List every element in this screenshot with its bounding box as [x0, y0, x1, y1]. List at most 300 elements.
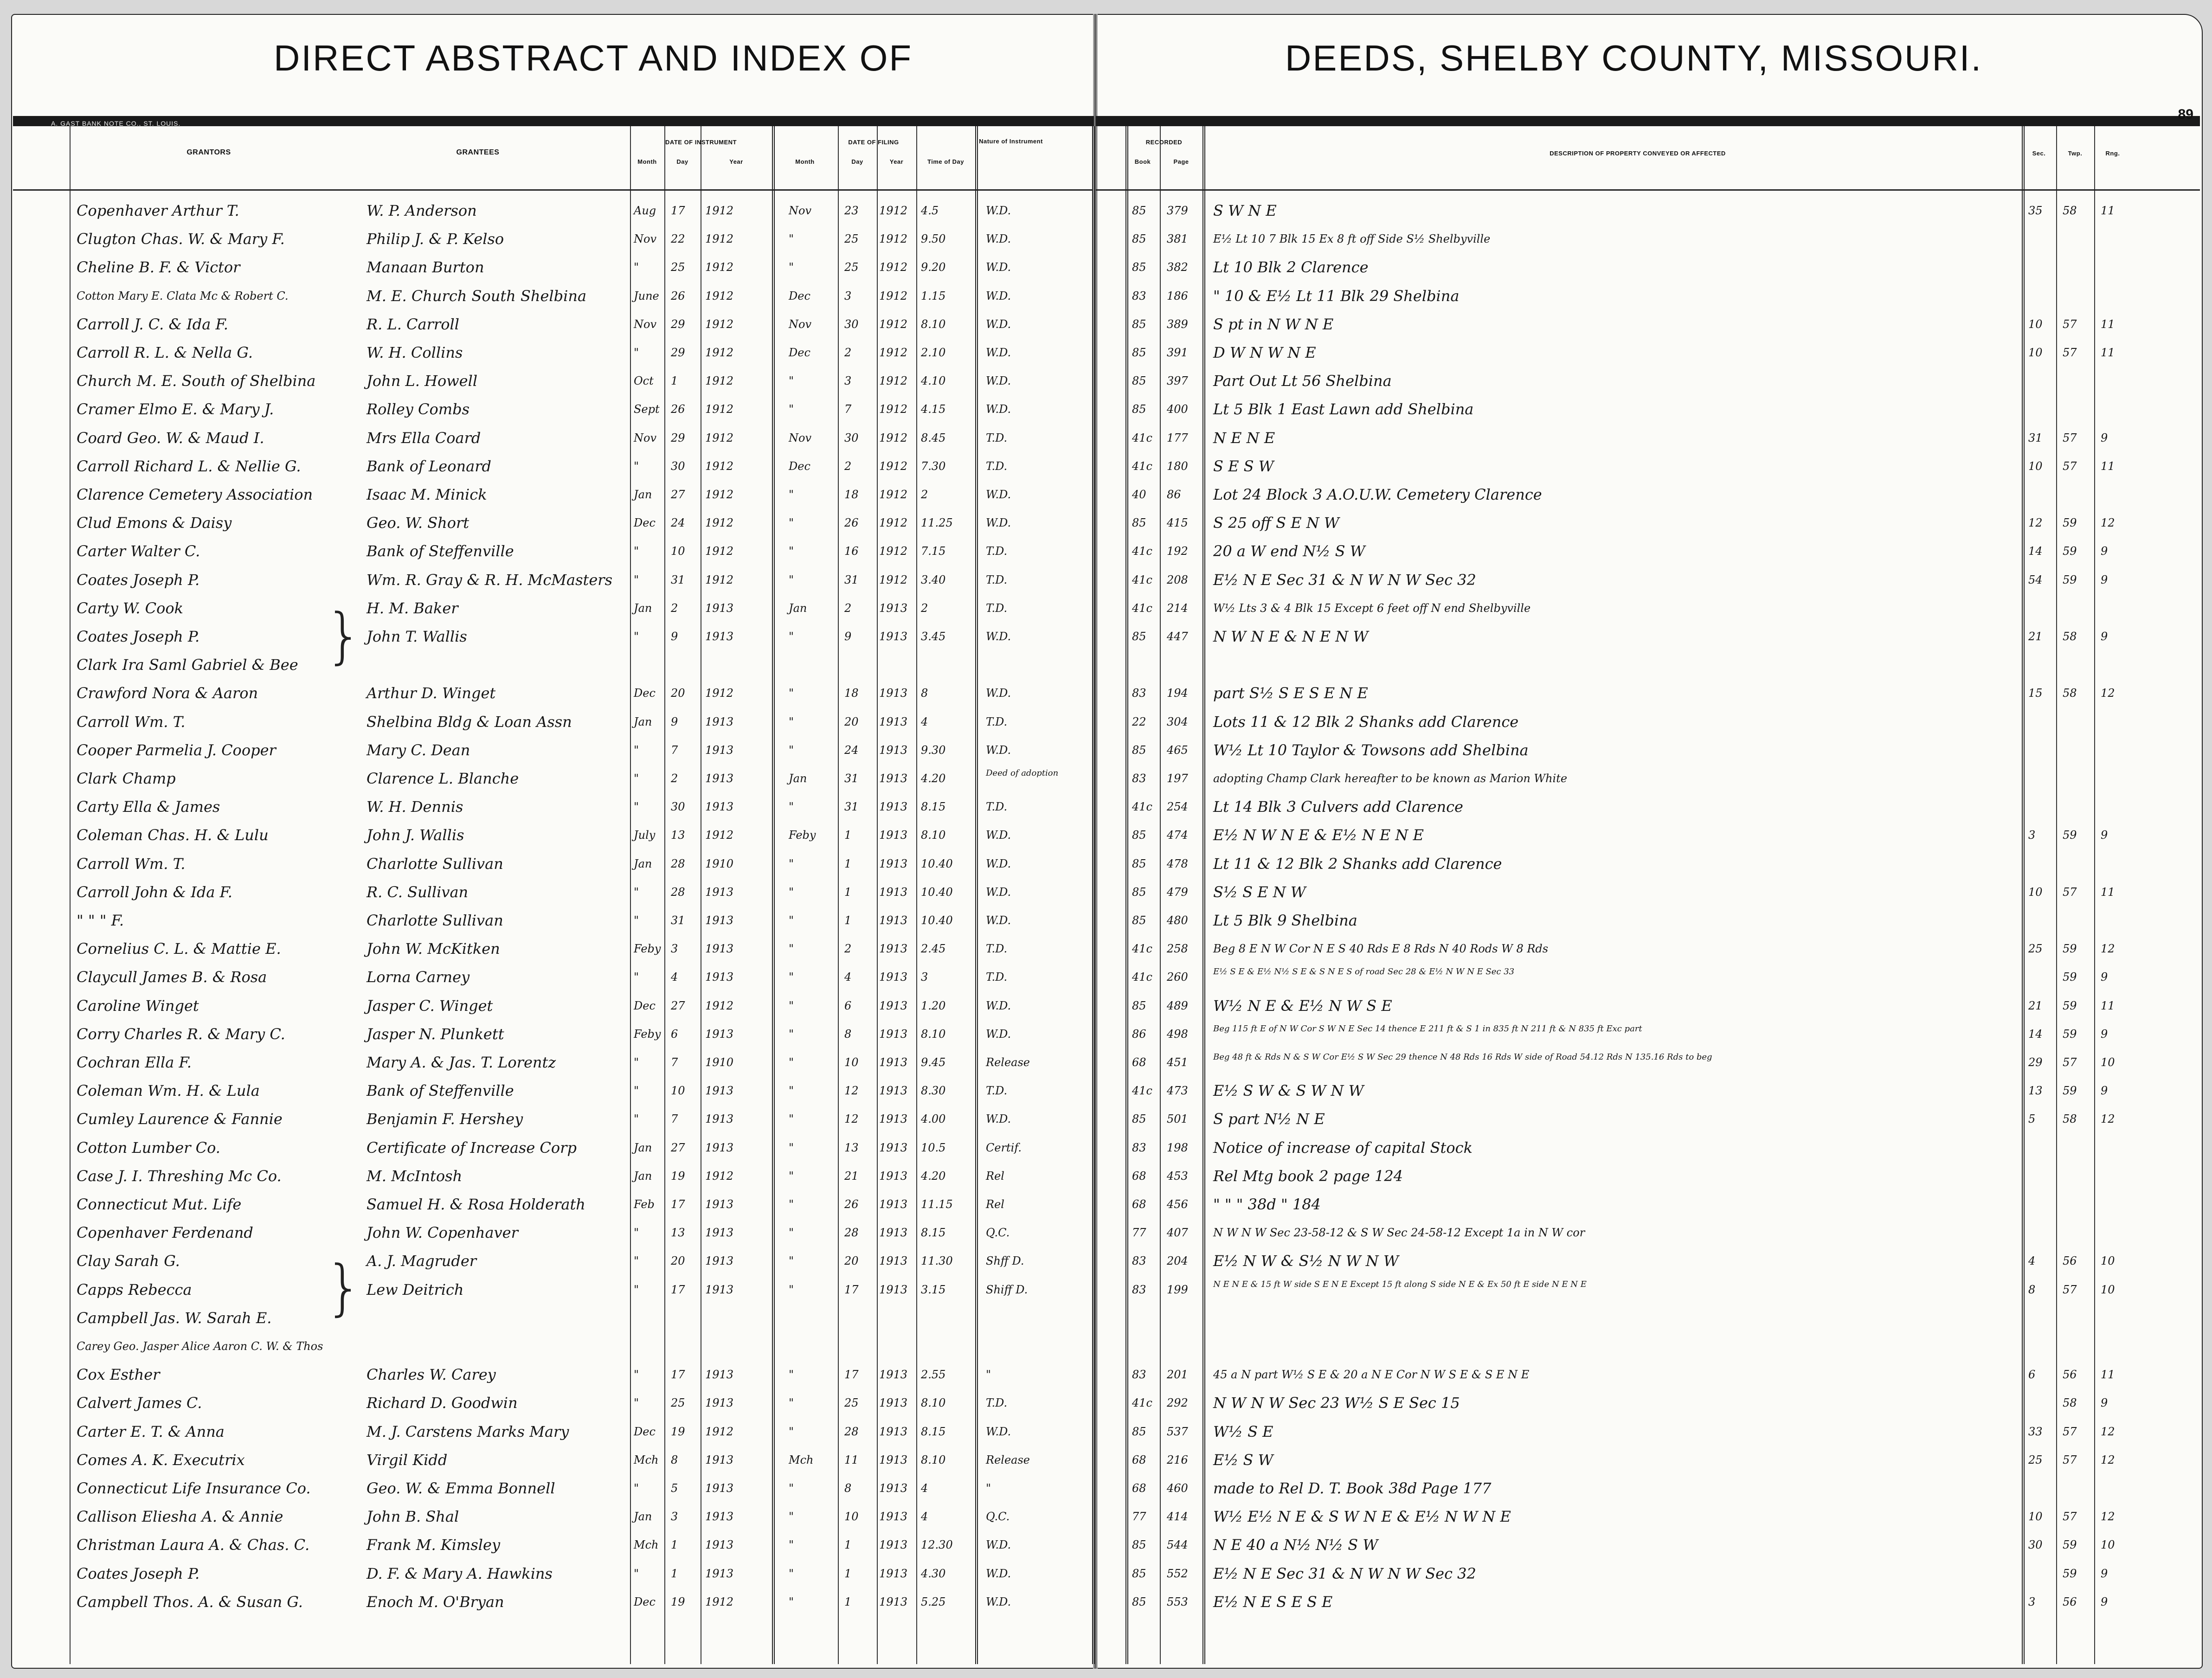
entry-book: 68	[1132, 1056, 1146, 1069]
entry-description: " " " 38d " 184	[1213, 1196, 1321, 1213]
entry-twp: 59	[2063, 971, 2077, 984]
entry-description: E½ S E & E½ N½ S E & S N E S of road Sec 28 & E½ N W N E Sec 33	[1213, 967, 1515, 977]
entry-grantor: Clark Ira Saml Gabriel & Bee	[77, 656, 298, 674]
entry-twp: 59	[2063, 1027, 2077, 1041]
entry-time-of-day: 10.40	[921, 914, 953, 927]
entry-book: 41c	[1132, 545, 1152, 558]
entry-book: 41c	[1132, 431, 1152, 444]
entry-sec: 33	[2028, 1425, 2043, 1438]
entry-filing-year: 1913	[879, 1510, 908, 1524]
entry-book: 85	[1132, 999, 1146, 1012]
entry-time-of-day: 4.00	[921, 1112, 946, 1126]
entry-page: 186	[1167, 289, 1188, 302]
entry-instrument-year: 1912	[705, 573, 734, 586]
entry-sec: 10	[2028, 885, 2043, 899]
entry-page: 208	[1167, 573, 1188, 586]
entry-twp: 59	[2063, 1538, 2077, 1552]
entry-page: 397	[1167, 374, 1188, 388]
entry-filing-month: "	[789, 914, 794, 927]
entry-grantor: Carey Geo. Jasper Alice Aaron C. W. & Thos	[77, 1340, 323, 1353]
entry-filing-month: "	[789, 1595, 794, 1608]
entry-rng: 12	[2101, 1510, 2115, 1524]
entry-time-of-day: 8.15	[921, 1425, 946, 1438]
entry-sec: 10	[2028, 1510, 2043, 1524]
entry-book: 22	[1132, 715, 1146, 728]
entry-grantor: Connecticut Life Insurance Co.	[77, 1479, 311, 1497]
entry-description: Lots 11 & 12 Blk 2 Shanks add Clarence	[1213, 713, 1519, 731]
entry-filing-day: 23	[844, 204, 859, 217]
entry-filing-year: 1913	[879, 630, 908, 643]
entry-instrument-day: 2	[671, 772, 678, 785]
entry-description: Beg 8 E N W Cor N E S 40 Rds E 8 Rds N 40 Rods W 8 Rds	[1213, 942, 1549, 956]
entry-instrument-month: Dec	[634, 1425, 656, 1438]
entry-time-of-day: 4.30	[921, 1567, 946, 1580]
entry-time-of-day: 9.30	[921, 743, 946, 757]
entry-nature: W.D.	[986, 289, 1011, 302]
col-rule	[2094, 126, 2095, 1664]
entry-filing-month: "	[789, 516, 794, 530]
entry-grantee: Charlotte Sullivan	[367, 855, 503, 873]
entry-instrument-day: 10	[671, 545, 685, 558]
entry-description: W½ Lt 10 Taylor & Towsons add Shelbina	[1213, 741, 1529, 759]
entry-filing-month: "	[789, 1425, 794, 1438]
grouping-brace: }	[325, 1252, 363, 1323]
entry-page: 400	[1167, 403, 1188, 416]
entry-page: 498	[1167, 1027, 1188, 1041]
entry-instrument-month: Dec	[634, 687, 656, 700]
entry-filing-year: 1912	[879, 204, 908, 217]
entry-page: 489	[1167, 999, 1188, 1012]
entry-instrument-month: Jan	[634, 715, 652, 728]
entry-instrument-day: 24	[671, 516, 685, 530]
entry-filing-day: 8	[844, 1482, 852, 1495]
entry-grantee: Mary A. & Jas. T. Lorentz	[367, 1054, 556, 1071]
entry-rng: 11	[2101, 885, 2115, 899]
entry-filing-month: "	[789, 1283, 794, 1296]
entry-instrument-year: 1912	[705, 403, 734, 416]
col-rule	[2056, 126, 2057, 1664]
entry-filing-month: Dec	[789, 346, 810, 359]
entry-twp: 57	[2063, 1510, 2077, 1524]
entry-page: 292	[1167, 1396, 1188, 1410]
entry-grantee: Geo. W. Short	[367, 514, 469, 532]
entry-instrument-day: 29	[671, 317, 685, 331]
entry-grantor: Clarence Cemetery Association	[77, 486, 313, 503]
entry-page: 537	[1167, 1425, 1188, 1438]
entry-filing-month: "	[789, 857, 794, 870]
entry-filing-month: "	[789, 715, 794, 728]
entry-twp: 59	[2063, 829, 2077, 842]
entry-page: 254	[1167, 800, 1188, 814]
entry-instrument-year: 1912	[705, 289, 734, 302]
entry-twp: 56	[2063, 1368, 2077, 1382]
entry-book: 41c	[1132, 459, 1152, 473]
entry-sec: 10	[2028, 346, 2043, 359]
entry-instrument-month: "	[634, 743, 639, 757]
entry-filing-year: 1913	[879, 1283, 908, 1296]
entry-filing-day: 1	[844, 1595, 852, 1608]
entry-sec: 25	[2028, 1453, 2043, 1466]
entry-rng: 10	[2101, 1056, 2115, 1069]
entry-instrument-month: Nov	[634, 431, 657, 444]
header-inst-year: Year	[729, 158, 743, 165]
entry-instrument-year: 1912	[705, 346, 734, 359]
entry-grantee: Manaan Burton	[367, 258, 484, 276]
entry-twp: 59	[2063, 999, 2077, 1012]
col-rule	[2022, 126, 2025, 1664]
entry-filing-year: 1912	[879, 317, 908, 331]
entry-instrument-day: 3	[671, 942, 678, 956]
entry-description: Lot 24 Block 3 A.O.U.W. Cemetery Clarence	[1213, 486, 1542, 503]
entry-instrument-month: "	[634, 261, 639, 274]
entry-page: 480	[1167, 914, 1188, 927]
entry-page: 478	[1167, 857, 1188, 870]
entry-grantor: Carroll Richard L. & Nellie G.	[77, 457, 301, 475]
entry-instrument-year: 1912	[705, 232, 734, 246]
entry-nature: W.D.	[986, 885, 1011, 899]
entry-filing-month: "	[789, 1368, 794, 1382]
entry-filing-year: 1913	[879, 1027, 908, 1041]
entry-grantee: R. C. Sullivan	[367, 883, 469, 901]
entry-page: 198	[1167, 1141, 1188, 1154]
entry-sec: 35	[2028, 204, 2043, 217]
entry-rng: 10	[2101, 1254, 2115, 1268]
entry-book: 85	[1132, 743, 1146, 757]
entry-page: 453	[1167, 1169, 1188, 1183]
entry-instrument-month: Aug	[634, 204, 656, 217]
entry-book: 41c	[1132, 971, 1152, 984]
entry-rng: 12	[2101, 516, 2115, 530]
header-grantors: GRANTORS	[186, 148, 231, 156]
entry-filing-day: 2	[844, 346, 852, 359]
entry-grantor: Carroll J. C. & Ida F.	[77, 315, 228, 333]
entry-filing-day: 8	[844, 1027, 852, 1041]
entry-nature: T.D.	[986, 459, 1008, 473]
entry-twp: 58	[2063, 1112, 2077, 1126]
entry-filing-year: 1913	[879, 800, 908, 814]
entry-filing-year: 1913	[879, 1141, 908, 1154]
entry-instrument-day: 1	[671, 1538, 678, 1552]
entry-filing-month: "	[789, 545, 794, 558]
entry-description: E½ N W & S½ N W N W	[1213, 1252, 1399, 1270]
entry-time-of-day: 10.40	[921, 885, 953, 899]
entry-time-of-day: 4	[921, 1510, 928, 1524]
entry-filing-year: 1913	[879, 687, 908, 700]
entry-instrument-month: Oct	[634, 374, 654, 388]
entry-filing-day: 1	[844, 829, 852, 842]
col-rule	[70, 126, 71, 1664]
entry-page: 552	[1167, 1567, 1188, 1580]
entry-instrument-year: 1912	[705, 261, 734, 274]
entry-grantee: W. H. Collins	[367, 344, 463, 361]
entry-grantee: John T. Wallis	[367, 628, 467, 645]
entry-instrument-month: Sept	[634, 403, 660, 416]
entry-grantor: Christman Laura A. & Chas. C.	[77, 1536, 310, 1554]
entry-instrument-year: 1912	[705, 687, 734, 700]
entry-nature: T.D.	[986, 1084, 1008, 1098]
entry-instrument-month: "	[634, 545, 639, 558]
entry-grantor: Coleman Chas. H. & Lulu	[77, 826, 269, 844]
entry-grantee: Jasper N. Plunkett	[367, 1025, 504, 1043]
entry-description: E½ N E S E S E	[1213, 1593, 1333, 1611]
entry-grantor: Carty W. Cook	[77, 599, 184, 617]
entry-nature: W.D.	[986, 488, 1011, 501]
entry-instrument-day: 20	[671, 687, 685, 700]
entry-filing-month: "	[789, 1510, 794, 1524]
entry-time-of-day: 2.10	[921, 346, 946, 359]
entry-grantor: Cramer Elmo E. & Mary J.	[77, 400, 274, 418]
entry-grantor: Carroll R. L. & Nella G.	[77, 344, 253, 361]
header-nature: Nature of Instrument	[979, 138, 1043, 145]
entry-time-of-day: 10.5	[921, 1141, 946, 1154]
entry-rng: 9	[2101, 431, 2108, 444]
entry-instrument-day: 7	[671, 743, 678, 757]
col-rule	[1202, 126, 1205, 1664]
entry-grantor: Coleman Wm. H. & Lula	[77, 1082, 260, 1100]
entry-instrument-month: Jan	[634, 857, 652, 870]
entry-filing-month: "	[789, 1226, 794, 1240]
entry-filing-year: 1912	[879, 516, 908, 530]
entry-instrument-month: "	[634, 346, 639, 359]
entry-filing-year: 1913	[879, 1538, 908, 1552]
entry-time-of-day: 7.30	[921, 459, 946, 473]
entry-nature: Release	[986, 1056, 1030, 1069]
entry-nature: T.D.	[986, 800, 1008, 814]
entry-instrument-day: 31	[671, 573, 685, 586]
entry-description: S 25 off S E N W	[1213, 514, 1339, 532]
header-rng: Rng.	[2105, 150, 2120, 157]
header-rule-left	[13, 189, 1092, 191]
entry-time-of-day: 4	[921, 1482, 928, 1495]
entry-filing-year: 1913	[879, 1056, 908, 1069]
entry-nature: W.D.	[986, 630, 1011, 643]
entry-instrument-day: 20	[671, 1254, 685, 1268]
entry-nature: W.D.	[986, 232, 1011, 246]
entry-sec: 54	[2028, 573, 2043, 586]
entry-filing-day: 18	[844, 488, 859, 501]
entry-filing-year: 1913	[879, 971, 908, 984]
entry-filing-year: 1913	[879, 829, 908, 842]
entry-grantee: Mary C. Dean	[367, 741, 470, 759]
entry-filing-day: 31	[844, 573, 859, 586]
entry-book: 83	[1132, 1283, 1146, 1296]
entry-filing-month: "	[789, 1254, 794, 1268]
entry-instrument-month: "	[634, 1396, 639, 1410]
entry-filing-day: 1	[844, 914, 852, 927]
entry-grantor: Cotton Mary E. Clata Mc & Robert C.	[77, 289, 289, 302]
entry-grantor: Cochran Ella F.	[77, 1054, 192, 1071]
entry-filing-year: 1913	[879, 942, 908, 956]
entry-page: 258	[1167, 942, 1188, 956]
entry-page: 192	[1167, 545, 1188, 558]
entry-rng: 9	[2101, 1027, 2108, 1041]
entry-book: 83	[1132, 772, 1146, 785]
entry-grantor: Carter Walter C.	[77, 542, 200, 560]
entry-twp: 59	[2063, 573, 2077, 586]
entry-book: 85	[1132, 914, 1146, 927]
entry-instrument-year: 1912	[705, 459, 734, 473]
entry-page: 260	[1167, 971, 1188, 984]
entry-instrument-day: 27	[671, 1141, 685, 1154]
entry-twp: 57	[2063, 431, 2077, 444]
entry-instrument-year: 1913	[705, 1283, 734, 1296]
entry-nature: W.D.	[986, 829, 1011, 842]
entry-filing-month: "	[789, 1084, 794, 1098]
printer-imprint: A. GAST BANK NOTE CO., ST. LOUIS.	[51, 120, 181, 127]
entry-filing-month: Nov	[789, 431, 812, 444]
entry-page: 414	[1167, 1510, 1188, 1524]
entry-instrument-month: "	[634, 1567, 639, 1580]
entry-instrument-month: Jan	[634, 1141, 652, 1154]
entry-page: 177	[1167, 431, 1188, 444]
entry-time-of-day: 8.10	[921, 829, 946, 842]
entry-filing-day: 1	[844, 1538, 852, 1552]
entry-time-of-day: 8.10	[921, 1453, 946, 1466]
entry-page: 465	[1167, 743, 1188, 757]
entry-twp: 58	[2063, 687, 2077, 700]
entry-grantor: Clud Emons & Daisy	[77, 514, 232, 532]
entry-instrument-year: 1912	[705, 431, 734, 444]
entry-filing-month: "	[789, 261, 794, 274]
entry-grantor: Coates Joseph P.	[77, 571, 200, 589]
entry-instrument-day: 6	[671, 1027, 678, 1041]
entry-book: 68	[1132, 1453, 1146, 1466]
entry-filing-day: 6	[844, 999, 852, 1012]
entry-grantor: Church M. E. South of Shelbina	[77, 372, 316, 390]
header-recorded: RECORDED	[1145, 139, 1183, 146]
entry-instrument-month: "	[634, 630, 639, 643]
entry-time-of-day: 9.50	[921, 232, 946, 246]
entry-sec: 12	[2028, 516, 2043, 530]
entry-nature: T.D.	[986, 573, 1008, 586]
entry-page: 381	[1167, 232, 1188, 246]
entry-rng: 9	[2101, 829, 2108, 842]
entry-grantee: Lorna Carney	[367, 968, 470, 986]
entry-filing-day: 2	[844, 942, 852, 956]
entry-instrument-year: 1913	[705, 715, 734, 728]
entry-instrument-year: 1913	[705, 1510, 734, 1524]
entry-grantor: Clugton Chas. W. & Mary F.	[77, 230, 285, 248]
entry-filing-day: 31	[844, 800, 859, 814]
entry-time-of-day: 10.40	[921, 857, 953, 870]
entry-grantor: Carter E. T. & Anna	[77, 1422, 225, 1440]
entry-filing-month: "	[789, 573, 794, 586]
entry-twp: 59	[2063, 1567, 2077, 1580]
entry-filing-month: "	[789, 488, 794, 501]
entry-description: D W N W N E	[1213, 344, 1316, 361]
entry-time-of-day: 1.20	[921, 999, 946, 1012]
entry-filing-month: "	[789, 800, 794, 814]
entry-time-of-day: 8.45	[921, 431, 946, 444]
entry-grantor: Case J. I. Threshing Mc Co.	[77, 1167, 282, 1185]
entry-grantor: Carroll John & Ida F.	[77, 883, 232, 901]
entry-instrument-month: Mch	[634, 1538, 659, 1552]
entry-time-of-day: 1.15	[921, 289, 946, 302]
entry-filing-year: 1912	[879, 488, 908, 501]
entry-instrument-day: 29	[671, 346, 685, 359]
entry-grantor: Coates Joseph P.	[77, 628, 200, 645]
entry-grantee: M. J. Carstens Marks Mary	[367, 1422, 569, 1440]
entry-instrument-year: 1913	[705, 914, 734, 927]
entry-nature: W.D.	[986, 857, 1011, 870]
entry-description: E½ S W	[1213, 1451, 1273, 1469]
entry-book: 41c	[1132, 800, 1152, 814]
right-header-band	[1096, 116, 2200, 126]
header-time-of-day: Time of Day	[927, 158, 964, 165]
entry-rng: 11	[2101, 204, 2115, 217]
entry-instrument-year: 1913	[705, 1112, 734, 1126]
entry-instrument-day: 27	[671, 488, 685, 501]
entry-twp: 57	[2063, 317, 2077, 331]
entry-book: 41c	[1132, 601, 1152, 615]
entry-page: 473	[1167, 1084, 1188, 1098]
entry-filing-year: 1912	[879, 573, 908, 586]
entry-rng: 9	[2101, 1396, 2108, 1410]
entry-instrument-day: 13	[671, 1226, 685, 1240]
entry-rng: 11	[2101, 1368, 2115, 1382]
entry-instrument-year: 1913	[705, 885, 734, 899]
entry-instrument-day: 30	[671, 800, 685, 814]
entry-time-of-day: 11.30	[921, 1254, 953, 1268]
entry-description: W½ E½ N E & S W N E & E½ N W N E	[1213, 1508, 1511, 1526]
entry-instrument-day: 27	[671, 999, 685, 1012]
entry-description: S½ S E N W	[1213, 883, 1306, 901]
entry-filing-day: 9	[844, 630, 852, 643]
entry-nature: Q.C.	[986, 1226, 1010, 1240]
entry-grantor: Calvert James C.	[77, 1394, 202, 1412]
entry-description: W½ Lts 3 & 4 Blk 15 Except 6 feet off N end Shelbyville	[1213, 601, 1531, 615]
entry-grantee: M. McIntosh	[367, 1167, 463, 1185]
entry-book: 85	[1132, 346, 1146, 359]
entry-grantor: Crawford Nora & Aaron	[77, 684, 258, 702]
entry-page: 214	[1167, 601, 1188, 615]
entry-instrument-month: Dec	[634, 999, 656, 1012]
entry-filing-day: 1	[844, 857, 852, 870]
entry-filing-year: 1913	[879, 601, 908, 615]
header-date-filing: DATE OF FILING	[848, 139, 899, 146]
entry-instrument-year: 1912	[705, 829, 734, 842]
entry-grantee: Bank of Steffenville	[367, 1082, 514, 1100]
entry-twp: 57	[2063, 1425, 2077, 1438]
entry-grantee: Clarence L. Blanche	[367, 770, 519, 787]
entry-instrument-year: 1913	[705, 1198, 734, 1211]
entry-instrument-day: 26	[671, 289, 685, 302]
entry-grantor: Carroll Wm. T.	[77, 713, 186, 731]
entry-grantor: Cotton Lumber Co.	[77, 1138, 220, 1157]
entry-grantee: D. F. & Mary A. Hawkins	[367, 1564, 553, 1582]
entry-time-of-day: 4.10	[921, 374, 946, 388]
col-rule	[772, 126, 775, 1664]
entry-grantee: Certificate of Increase Corp	[367, 1138, 577, 1157]
entry-page: 553	[1167, 1595, 1188, 1608]
entry-grantor: Cumley Laurence & Fannie	[77, 1110, 283, 1128]
entry-nature: W.D.	[986, 999, 1011, 1012]
entry-grantor: Campbell Jas. W. Sarah E.	[77, 1309, 272, 1327]
entry-filing-day: 21	[844, 1169, 859, 1183]
entry-filing-month: "	[789, 1112, 794, 1126]
entry-grantee: Shelbina Bldg & Loan Assn	[367, 713, 572, 731]
entry-time-of-day: 5.25	[921, 1595, 946, 1608]
col-rule	[1092, 126, 1095, 1664]
entry-instrument-year: 1913	[705, 800, 734, 814]
entry-filing-day: 11	[844, 1453, 859, 1466]
entry-nature: W.D.	[986, 1425, 1011, 1438]
entry-page: 474	[1167, 829, 1188, 842]
entry-time-of-day: 4	[921, 715, 928, 728]
entry-instrument-day: 10	[671, 1084, 685, 1098]
entry-grantor: Corry Charles R. & Mary C.	[77, 1025, 285, 1043]
entry-description: S E S W	[1213, 457, 1274, 475]
